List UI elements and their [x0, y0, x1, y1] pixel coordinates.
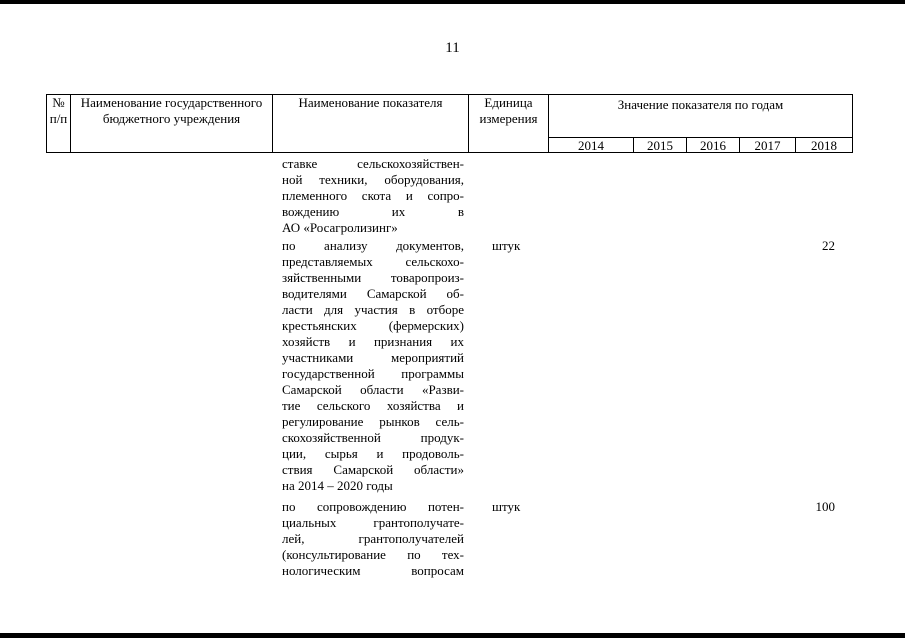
- row-0-line: племенного скота и сопро-: [282, 188, 464, 203]
- row-0-line: вождению их в: [282, 204, 464, 219]
- row-2-line: по сопровождению потен-: [282, 499, 464, 514]
- row-1-line: Самарской области «Разви-: [282, 382, 464, 397]
- header-col-values: Значение показателя по годам: [549, 95, 853, 138]
- header-col-indicator: Наименование показателя: [273, 95, 469, 153]
- row-1-unit: штук: [492, 238, 521, 253]
- row-1-line: ласти для участия в отборе: [282, 302, 464, 317]
- page-number: 11: [445, 40, 460, 56]
- row-1-line: тие сельского хозяйства и: [282, 398, 464, 413]
- row-1-line: регулирование рынков сель-: [282, 414, 464, 429]
- row-0-indicator: [282, 156, 464, 236]
- row-2-line: циальных грантополучате-: [282, 515, 464, 530]
- row-2-indicator: [282, 499, 464, 579]
- header-year-2015: 2015: [634, 138, 687, 153]
- row-1-line: участниками мероприятий: [282, 350, 464, 365]
- header-year-2018: 2018: [796, 138, 853, 153]
- row-1-line: по анализу документов,: [282, 238, 464, 253]
- row-2-line: лей, грантополучателей: [282, 531, 464, 546]
- row-2-unit: штук: [492, 499, 521, 514]
- header-col-institution: Наименование государственного бюджетного учреждения: [71, 95, 273, 153]
- header-year-2016: 2016: [687, 138, 740, 153]
- row-1-line: представляемых сельскохо-: [282, 254, 464, 269]
- row-1-line: хозяйств и признания их: [282, 334, 464, 349]
- header-year-2014: 2014: [549, 138, 634, 153]
- row-2-line: (консультирование по тех-: [282, 547, 464, 562]
- row-1-line: государственной программы: [282, 366, 464, 381]
- row-1-value-2018: 22: [822, 238, 835, 253]
- row-2-line: нологическим вопросам: [282, 563, 464, 578]
- row-0-line: ставке сельскохозяйствен-: [282, 156, 464, 171]
- row-0-line: АО «Росагролизинг»: [282, 220, 398, 235]
- row-0-line: ной техники, оборудования,: [282, 172, 464, 187]
- bottom-rule: [0, 633, 905, 638]
- row-1-line: скохозяйственной продук-: [282, 430, 464, 445]
- row-1-line: зяйственными товаропроиз-: [282, 270, 464, 285]
- top-rule: [0, 0, 905, 4]
- row-1-line: на 2014 – 2020 годы: [282, 478, 393, 493]
- row-1-line: водителями Самарской об-: [282, 286, 464, 301]
- row-1-indicator: [282, 238, 464, 494]
- header-year-2017: 2017: [740, 138, 796, 153]
- table-header: [46, 94, 853, 153]
- row-1-line: крестьянских (фермерских): [282, 318, 464, 333]
- row-1-line: ции, сырья и продоволь-: [282, 446, 464, 461]
- row-2-value-2018: 100: [815, 499, 835, 514]
- row-1-line: ствия Самарской области»: [282, 462, 464, 477]
- header-col-number: № п/п: [47, 95, 71, 153]
- header-col-unit: Единица измерения: [469, 95, 549, 153]
